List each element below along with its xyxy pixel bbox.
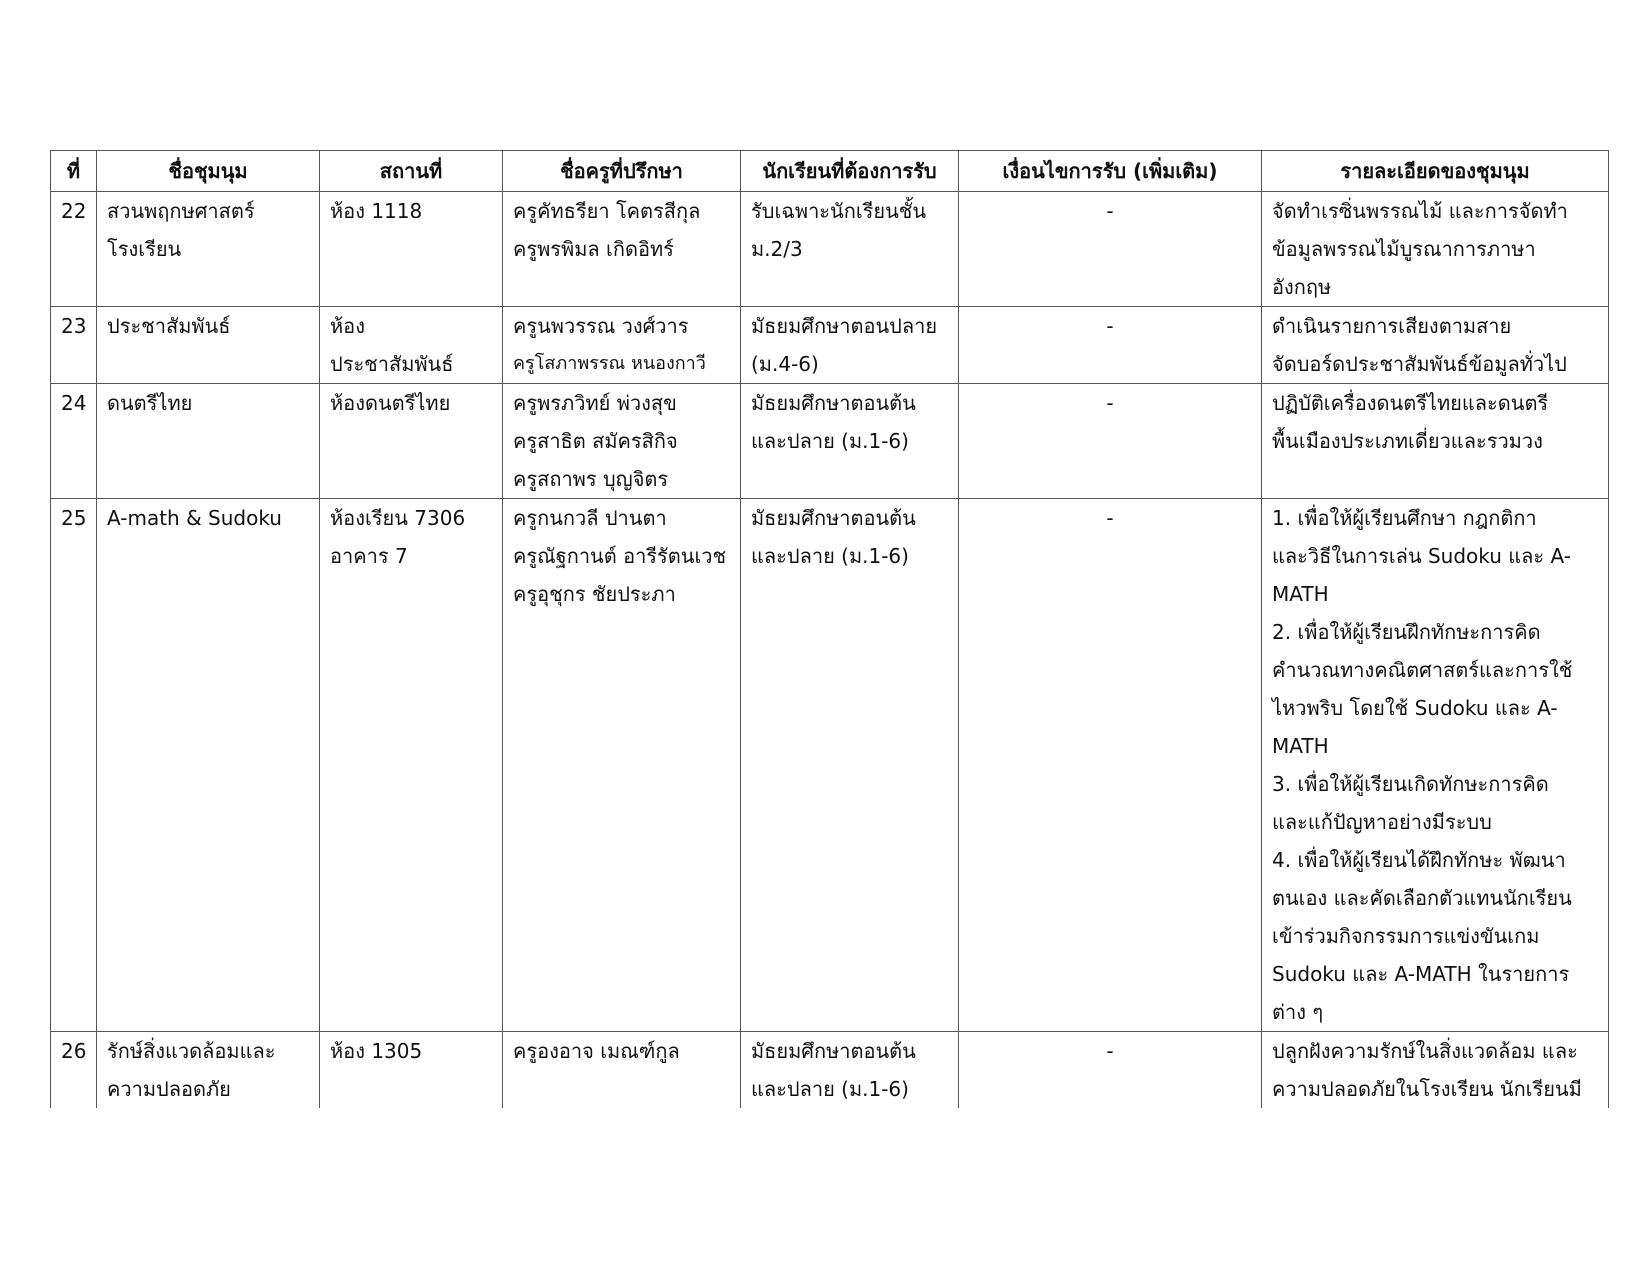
cell-advisors-line: ครูโสภาพรรณ หนองกาวี — [513, 353, 706, 374]
header-row — [51, 151, 1609, 192]
cell-no: 26 — [51, 1032, 97, 1109]
cell-students-line: มัธยมศึกษาตอนต้น — [751, 506, 916, 530]
cell-students — [741, 307, 959, 384]
cell-location-line: ห้อง — [330, 314, 365, 338]
cell-advisors-line: ครูสาธิต สมัครสิกิจ — [513, 429, 678, 453]
cell-details — [1262, 384, 1609, 499]
cell-details-line: คำนวณทางคณิตศาสตร์และการใช้ — [1272, 658, 1573, 682]
cell-advisors — [503, 192, 741, 307]
cell-advisors-line: ครูคัทธรียา โคตรสีกุล — [513, 199, 701, 223]
cell-advisors — [503, 384, 741, 499]
cell-details-line: จัดบอร์ดประชาสัมพันธ์ข้อมูลทั่วไป — [1272, 352, 1567, 376]
cell-details-line: อังกฤษ — [1272, 275, 1332, 299]
cell-advisors-line: ครูณัฐกานต์ อารีรัตนเวช — [513, 544, 727, 568]
cell-advisors — [503, 1032, 741, 1109]
cell-advisors-line: ครูกนกวลี ปานตา — [513, 506, 667, 530]
cell-details-line: 4. เพื่อให้ผู้เรียนได้ฝึกทักษะ พัฒนา — [1272, 848, 1566, 872]
club-table — [50, 150, 1609, 1108]
header-no: ที่ — [51, 151, 97, 192]
cell-advisors-line: ครูสถาพร บุญจิตร — [513, 467, 669, 491]
cell-students-line: รับเฉพาะนักเรียนชั้น — [751, 199, 927, 223]
cell-club-name-line: สวนพฤกษศาสตร์ — [107, 199, 255, 223]
cell-details-line: ปลูกฝังความรักษ์ในสิ่งแวดล้อม และ — [1272, 1039, 1578, 1063]
cell-conditions: - — [959, 192, 1262, 307]
cell-details-line: ความปลอดภัยในโรงเรียน นักเรียนมี — [1272, 1077, 1582, 1101]
cell-details-line: และแก้ปัญหาอย่างมีระบบ — [1272, 810, 1492, 834]
cell-students-line: มัธยมศึกษาตอนต้น — [751, 1039, 916, 1063]
table-row — [51, 1032, 1609, 1109]
cell-no: 25 — [51, 499, 97, 1032]
cell-advisors — [503, 307, 741, 384]
cell-students — [741, 1032, 959, 1109]
cell-advisors-line: ครูอุชุกร ชัยประภา — [513, 582, 676, 606]
cell-club-name-line: ดนตรีไทย — [107, 391, 193, 415]
table-row — [51, 384, 1609, 499]
header-conditions: เงื่อนไขการรับ (เพิ่มเติม) — [959, 151, 1262, 192]
cell-location-line: ห้องดนตรีไทย — [330, 391, 451, 415]
cell-details-line: 3. เพื่อให้ผู้เรียนเกิดทักษะการคิด — [1272, 772, 1549, 796]
cell-details-line: ข้อมูลพรรณไม้บูรณาการภาษา — [1272, 237, 1536, 261]
cell-advisors-line: ครูนพวรรณ วงศ์วาร — [513, 314, 689, 338]
cell-no: 22 — [51, 192, 97, 307]
cell-conditions: - — [959, 384, 1262, 499]
cell-club-name — [97, 307, 320, 384]
cell-details — [1262, 307, 1609, 384]
cell-location-line: ห้อง 1305 — [330, 1039, 423, 1063]
cell-details-line: Sudoku และ A-MATH ในรายการ — [1272, 962, 1570, 986]
cell-conditions: - — [959, 307, 1262, 384]
document-page — [50, 150, 1608, 1108]
cell-club-name-line: รักษ์สิ่งแวดล้อมและ — [107, 1039, 276, 1063]
cell-details-line: เข้าร่วมกิจกรรมการแข่งขันเกม — [1272, 924, 1540, 948]
cell-location — [320, 192, 503, 307]
table-row — [51, 499, 1609, 1032]
cell-club-name — [97, 192, 320, 307]
header-location: สถานที่ — [320, 151, 503, 192]
cell-advisors — [503, 499, 741, 1032]
cell-conditions: - — [959, 1032, 1262, 1109]
cell-students-line: มัธยมศึกษาตอนต้น — [751, 391, 916, 415]
table-header — [51, 151, 1609, 192]
cell-details — [1262, 499, 1609, 1032]
cell-details-line: MATH — [1272, 734, 1329, 758]
table-body — [51, 192, 1609, 1109]
cell-location-line: อาคาร 7 — [330, 544, 408, 568]
cell-club-name-line: A-math & Sudoku — [107, 506, 282, 530]
cell-details-line: MATH — [1272, 582, 1329, 606]
cell-location — [320, 1032, 503, 1109]
cell-students-line: (ม.4-6) — [751, 352, 819, 376]
header-students: นักเรียนที่ต้องการรับ — [741, 151, 959, 192]
cell-students-line: มัธยมศึกษาตอนปลาย — [751, 314, 938, 338]
header-details: รายละเอียดของชุมนุม — [1262, 151, 1609, 192]
cell-students — [741, 499, 959, 1032]
cell-location — [320, 384, 503, 499]
cell-students — [741, 384, 959, 499]
cell-location — [320, 499, 503, 1032]
cell-students-line: และปลาย (ม.1-6) — [751, 1077, 909, 1101]
cell-details-line: 2. เพื่อให้ผู้เรียนฝึกทักษะการคิด — [1272, 620, 1541, 644]
cell-no: 23 — [51, 307, 97, 384]
cell-advisors-line: ครูองอาจ เมณฑ์กูล — [513, 1039, 680, 1063]
cell-students-line: และปลาย (ม.1-6) — [751, 544, 909, 568]
cell-details-line: ตนเอง และคัดเลือกตัวแทนนักเรียน — [1272, 886, 1572, 910]
cell-club-name-line: โรงเรียน — [107, 237, 182, 261]
cell-details-line: ต่าง ๆ — [1272, 1000, 1324, 1024]
cell-location-line: ห้องเรียน 7306 — [330, 506, 466, 530]
cell-advisors-line: ครูพรพิมล เกิดอิทร์ — [513, 237, 674, 261]
cell-details — [1262, 1032, 1609, 1109]
cell-details-line: 1. เพื่อให้ผู้เรียนศึกษา กฎกติกา — [1272, 506, 1537, 530]
cell-details — [1262, 192, 1609, 307]
cell-advisors-line: ครูพรภวิทย์ พ่วงสุข — [513, 391, 677, 415]
header-club-name: ชื่อชุมนุม — [97, 151, 320, 192]
cell-conditions: - — [959, 499, 1262, 1032]
cell-location-line: ห้อง 1118 — [330, 199, 423, 223]
cell-details-line: ปฏิบัติเครื่องดนตรีไทยและดนตรี — [1272, 391, 1549, 415]
cell-details-line: พื้นเมืองประเภทเดี่ยวและรวมวง — [1272, 429, 1543, 453]
cell-club-name — [97, 384, 320, 499]
header-advisors: ชื่อครูที่ปรึกษา — [503, 151, 741, 192]
cell-location — [320, 307, 503, 384]
cell-club-name — [97, 499, 320, 1032]
cell-location-line: ประชาสัมพันธ์ — [330, 352, 454, 376]
cell-students — [741, 192, 959, 307]
cell-students-line: ม.2/3 — [751, 237, 803, 261]
table-row — [51, 192, 1609, 307]
table-row — [51, 307, 1609, 384]
cell-club-name-line: ความปลอดภัย — [107, 1077, 231, 1101]
cell-students-line: และปลาย (ม.1-6) — [751, 429, 909, 453]
cell-club-name — [97, 1032, 320, 1109]
cell-details-line: จัดทำเรซิ่นพรรณไม้ และการจัดทำ — [1272, 199, 1568, 223]
cell-details-line: ดำเนินรายการเสียงตามสาย — [1272, 314, 1512, 338]
cell-no: 24 — [51, 384, 97, 499]
cell-details-line: ไหวพริบ โดยใช้ Sudoku และ A- — [1272, 696, 1558, 720]
cell-details-line: และวิธีในการเล่น Sudoku และ A- — [1272, 544, 1571, 568]
cell-club-name-line: ประชาสัมพันธ์ — [107, 314, 231, 338]
